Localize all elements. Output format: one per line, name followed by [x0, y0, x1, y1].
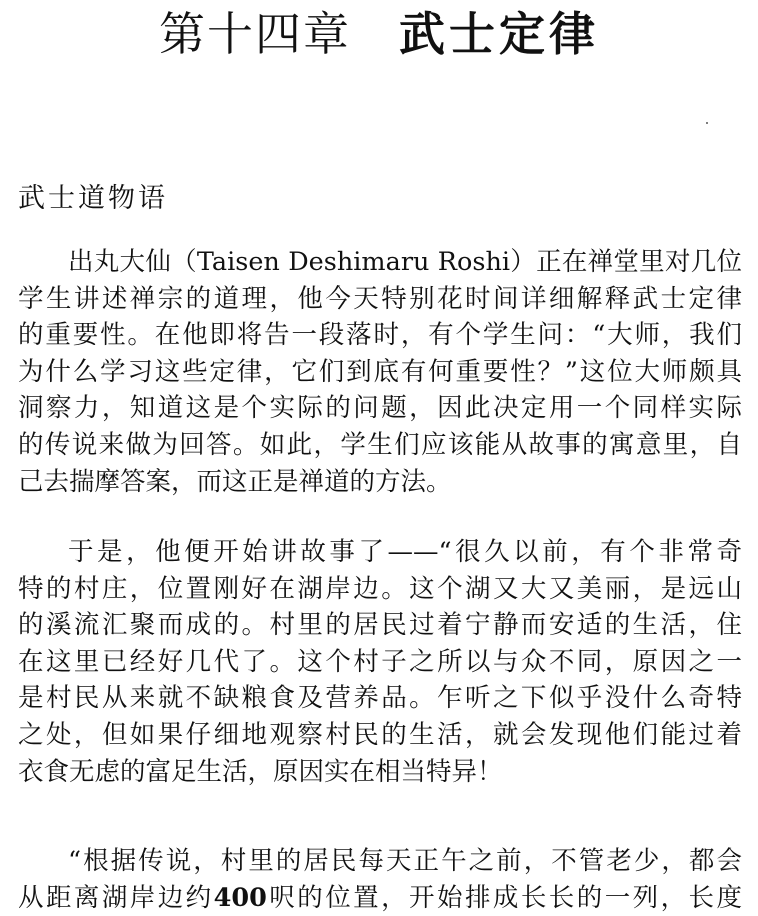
- paragraph-line: 的传说来做为回答。如此，学生们应该能从故事的寓意里，自: [18, 429, 742, 460]
- paragraph-line-part: 从距离湖岸边约: [18, 882, 214, 913]
- paragraph-line: 特的村庄，位置刚好在湖岸边。这个湖又大又美丽，是远山: [18, 573, 742, 604]
- paragraph-line: 学生讲述禅宗的道理，他今天特别花时间详细解释武士定律: [18, 283, 742, 314]
- paragraph-line-part: 呎的位置，开始排成长长的一列，长度: [266, 882, 742, 913]
- paragraph-1: [18, 244, 742, 500]
- paragraph-line: 己去揣摩答案，而这正是禅道的方法。: [18, 466, 452, 497]
- print-speck: [706, 122, 708, 124]
- paragraph-line: 是村民从来就不缺粮食及营养品。乍听之下似乎没什么奇特: [18, 683, 742, 714]
- paragraph-line: 出丸大仙（Taisen Deshimaru Roshi）正在禅堂里对几位: [68, 247, 742, 277]
- paragraph-line: 为什么学习这些定律，它们到底有何重要性？”这位大师颇具: [18, 356, 742, 387]
- chapter-title: [0, 6, 758, 62]
- distance-number: 400: [213, 882, 267, 913]
- paragraph-line: 的重要性。在他即将告一段落时，有个学生问：“大师，我们: [18, 320, 742, 351]
- paragraph-line: 衣食无虑的富足生活，原因实在相当特异！: [18, 756, 503, 787]
- paragraph-2: [18, 534, 742, 790]
- paragraph-line: 之处，但如果仔细地观察村民的生活，就会发现他们能过着: [18, 719, 742, 750]
- chapter-number: 第十四章: [159, 7, 351, 61]
- paragraph-line: 的溪流汇聚而成的。村里的居民过着宁静而安适的生活，住: [18, 610, 742, 641]
- section-heading: 武士道物语: [18, 183, 168, 214]
- paragraph-line: 于是，他便开始讲故事了——“很久以前，有个非常奇: [68, 537, 742, 567]
- paragraph-line: 洞察力，知道这是个实际的问题，因此决定用一个同样实际: [18, 393, 742, 424]
- paragraph-line-with-number: [18, 880, 742, 916]
- paragraph-3: [18, 843, 742, 916]
- paragraph-line: “根据传说，村里的居民每天正午之前，不管老少，都会: [68, 846, 742, 876]
- paragraph-line: 在这里已经好几代了。这个村子之所以与众不同，原因之一: [18, 646, 742, 677]
- chapter-name: 武士定律: [399, 7, 599, 61]
